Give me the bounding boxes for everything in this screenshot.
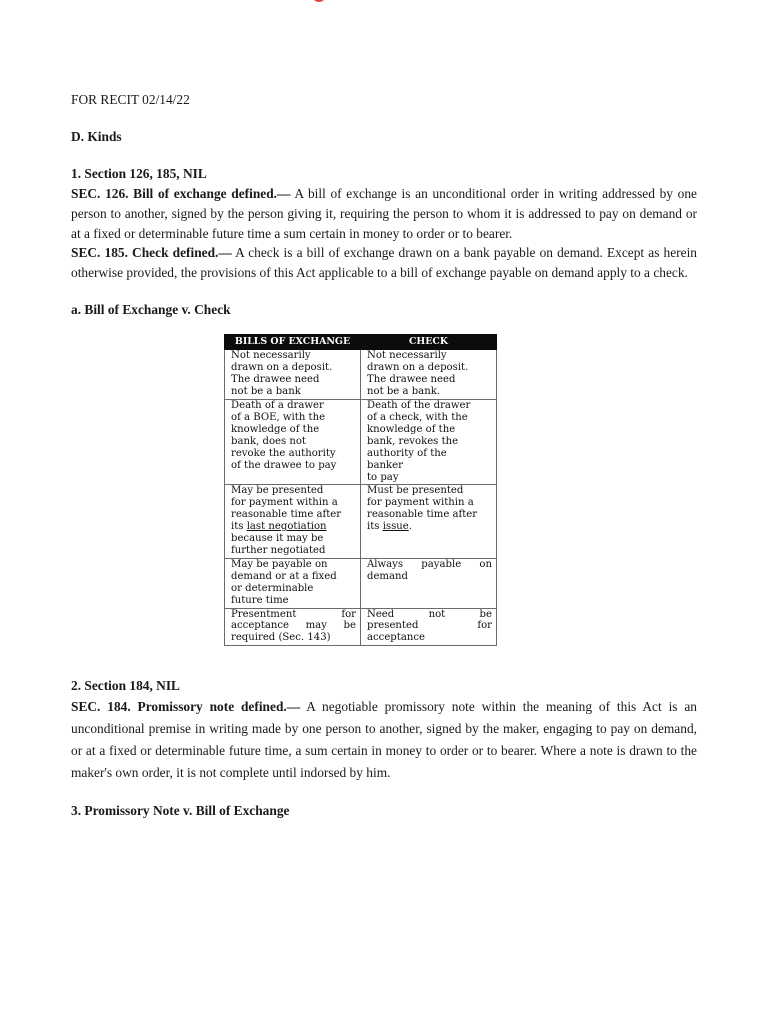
cell-line: bank, revokes the <box>367 435 459 447</box>
cell-line: drawn on a deposit. <box>367 362 469 374</box>
boe-cell-acceptance <box>225 608 361 646</box>
cell-line <box>231 521 356 533</box>
sec-185-title: SEC. 185. Check defined.— <box>71 245 232 261</box>
cell-line <box>367 521 492 533</box>
check-cell-death <box>361 400 497 485</box>
cell-line: May be payable on <box>231 558 328 570</box>
cell-line: Death of the drawer <box>367 400 471 412</box>
sec-126-body: A bill of exchange is an unconditional order in writing addressed by one person to another, signed by the person giving it, requiring the person to whom it is addressed to pay on demand or at a fixed or determinable future time a sum certain in money to order or to bearer. <box>71 186 697 241</box>
cell-line: of a check, with the <box>367 412 468 424</box>
document-body <box>71 90 697 821</box>
cell-line: not be a bank <box>231 386 301 398</box>
header-bills-of-exchange: BILLS OF EXCHANGE <box>225 334 361 350</box>
cell-line: for payment within a <box>367 497 474 509</box>
cell-line: acceptance may be <box>231 620 356 632</box>
sec-184-title: SEC. 184. Promissory note defined.— <box>71 699 301 715</box>
cell-line: to pay <box>367 471 399 483</box>
recit-date-line: FOR RECIT 02/14/22 <box>71 92 190 107</box>
cell-line: because it may be <box>231 533 324 545</box>
sec-185-body: A check is a bill of exchange drawn on a bank payable on demand. Except as herein otherwise provided, the provisions of this Act applicable to a bill of exchange payable on demand apply to a check. <box>71 245 697 281</box>
sec-185-paragraph <box>71 243 697 283</box>
cell-line: knowledge of the <box>231 423 320 435</box>
boe-cell-drawee <box>225 350 361 400</box>
cell-text: . <box>408 521 412 533</box>
heading-pn-vs-boe: 3. Promissory Note v. Bill of Exchange <box>71 803 290 819</box>
cell-line: acceptance <box>367 632 425 644</box>
cell-line: revoke the authority <box>231 447 336 459</box>
cell-line: bank, does not <box>231 435 307 447</box>
cell-line: of a BOE, with the <box>231 412 326 424</box>
cell-line: or determinable <box>231 582 314 594</box>
table-row <box>225 400 497 485</box>
cell-line: for payment within a <box>231 497 338 509</box>
cell-line: Always payable on <box>367 558 492 570</box>
cell-line: Must be presented <box>367 485 464 497</box>
check-cell-drawee <box>361 350 497 400</box>
cell-line: Not necessarily <box>231 350 311 362</box>
cell-line: authority of the <box>367 447 447 459</box>
cell-line: demand or at a fixed <box>231 570 337 582</box>
cell-text: its <box>231 521 247 533</box>
comparison-table-wrap <box>224 334 497 646</box>
sec-126-paragraph <box>71 184 697 243</box>
underlined-issue: issue <box>382 521 409 533</box>
sec-184-body: A negotiable promissory note within the meaning of this Act is an unconditional premise in writing made by one person to another, signed by the maker, engaging to pay on demand, or at a fixed or determinable future time, a sum certain in money to order or to bearer. Where a note is drawn to the maker's own order, it is not complete until indorsed by him. <box>71 699 697 781</box>
cell-line: reasonable time after <box>367 509 478 521</box>
boe-cell-death <box>225 400 361 485</box>
check-cell-presentment-time <box>361 485 497 558</box>
table-row <box>225 558 497 608</box>
table-row <box>225 350 497 400</box>
cell-line: drawn on a deposit. <box>231 362 333 374</box>
boe-cell-presentment-time <box>225 485 361 558</box>
cell-line: Need not be <box>367 608 492 620</box>
heading-section-126-185: 1. Section 126, 185, NIL <box>71 166 207 181</box>
heading-d-kinds: D. Kinds <box>71 129 122 144</box>
table-header-row <box>225 334 497 350</box>
cell-line: The drawee need <box>367 374 456 386</box>
sec-126-title: SEC. 126. Bill of exchange defined.— <box>71 186 291 201</box>
cell-line: Presentment for <box>231 608 356 620</box>
cell-line: Not necessarily <box>367 350 447 362</box>
boe-cell-payable <box>225 558 361 608</box>
table-row <box>225 485 497 558</box>
cell-line: The drawee need <box>231 374 320 386</box>
boe-vs-check-table <box>224 334 497 646</box>
heading-boe-vs-check: a. Bill of Exchange v. Check <box>71 301 231 317</box>
cell-line: reasonable time after <box>231 509 342 521</box>
cell-line: knowledge of the <box>367 423 456 435</box>
underlined-last-negotiation: last negotiation <box>246 521 327 533</box>
header-check: CHECK <box>361 334 497 350</box>
cell-line: May be presented <box>231 485 324 497</box>
cell-line: required (Sec. 143) <box>231 632 331 644</box>
cell-line: of the drawee to pay <box>231 459 337 471</box>
cell-line: demand <box>367 570 408 582</box>
cell-line: not be a bank. <box>367 386 441 398</box>
heading-section-184: 2. Section 184, NIL <box>71 678 180 694</box>
check-cell-acceptance <box>361 608 497 646</box>
sec-184-paragraph <box>71 696 697 784</box>
cell-line: further negotiated <box>231 544 326 556</box>
table-row <box>225 608 497 646</box>
cell-line: banker <box>367 459 403 471</box>
cell-line: presented for <box>367 620 492 632</box>
cell-line: Death of a drawer <box>231 400 324 412</box>
cell-line: future time <box>231 594 289 606</box>
cell-text: its <box>367 521 383 533</box>
red-top-mark <box>312 0 326 2</box>
check-cell-payable <box>361 558 497 608</box>
